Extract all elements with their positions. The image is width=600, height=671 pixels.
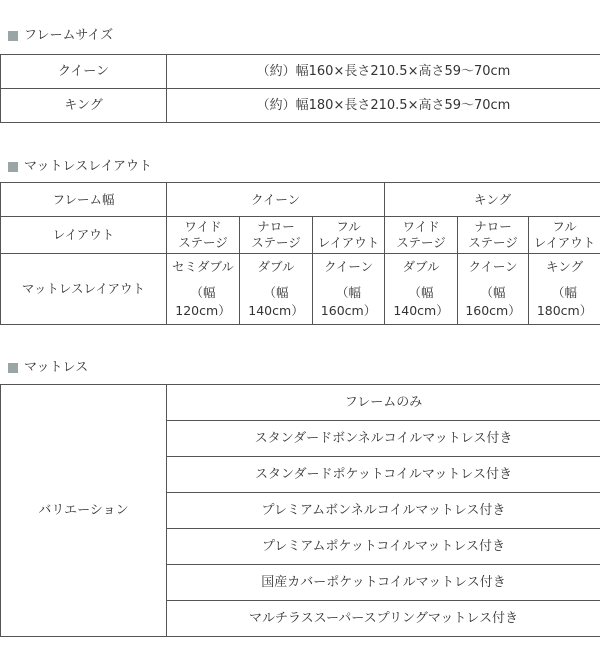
table-row <box>1 89 600 123</box>
variation-option: プレミアムボンネルコイルマットレス付き <box>167 493 600 529</box>
variation-option: フレームのみ <box>167 385 600 421</box>
frame-size-label-king: キング <box>1 89 167 123</box>
frame-size-label-queen: クイーン <box>1 55 167 89</box>
mattress-size-cell: クイーン （幅160cm） <box>458 254 529 325</box>
table-row <box>1 183 600 217</box>
frame-size-heading <box>8 28 113 44</box>
mattress-layout-row-label: マットレスレイアウト <box>1 254 167 325</box>
variation-option: マルチラススーパースプリングマットレス付き <box>167 601 600 637</box>
mattress-layout-table <box>0 182 600 325</box>
table-row <box>1 217 600 254</box>
mattress-size-cell: ダブル （幅140cm） <box>385 254 458 325</box>
layout-cell: ナロー ステージ <box>240 217 313 254</box>
king-header: キング <box>385 183 600 217</box>
square-bullet-icon <box>8 363 18 373</box>
layout-cell: ワイド ステージ <box>167 217 240 254</box>
mattress-layout-title: マットレスレイアウト <box>24 159 153 174</box>
mattress-size-cell: クイーン （幅160cm） <box>313 254 385 325</box>
mattress-heading <box>8 360 88 376</box>
variation-option: プレミアムポケットコイルマットレス付き <box>167 529 600 565</box>
layout-cell: フル レイアウト <box>313 217 385 254</box>
frame-size-table <box>0 54 600 123</box>
frame-size-value-king: （約）幅180×長さ210.5×高さ59〜70cm <box>167 89 600 123</box>
table-row <box>1 55 600 89</box>
variation-label: バリエーション <box>1 385 167 637</box>
frame-size-title: フレームサイズ <box>24 28 114 43</box>
table-row <box>1 385 600 421</box>
frame-width-label: フレーム幅 <box>1 183 167 217</box>
variation-option: 国産カバーポケットコイルマットレス付き <box>167 565 600 601</box>
variation-option: スタンダードボンネルコイルマットレス付き <box>167 421 600 457</box>
layout-cell: ワイド ステージ <box>385 217 458 254</box>
table-row <box>1 254 600 325</box>
layout-label: レイアウト <box>1 217 167 254</box>
square-bullet-icon <box>8 162 18 172</box>
mattress-size-cell: ダブル （幅140cm） <box>240 254 313 325</box>
mattress-title: マットレス <box>24 360 89 375</box>
layout-cell: フル レイアウト <box>529 217 600 254</box>
mattress-size-cell: キング （幅180cm） <box>529 254 600 325</box>
mattress-layout-heading <box>8 159 152 175</box>
mattress-variation-table <box>0 384 600 637</box>
square-bullet-icon <box>8 31 18 41</box>
queen-header: クイーン <box>167 183 385 217</box>
frame-size-value-queen: （約）幅160×長さ210.5×高さ59〜70cm <box>167 55 600 89</box>
mattress-size-cell: セミダブル （幅120cm） <box>167 254 240 325</box>
layout-cell: ナロー ステージ <box>458 217 529 254</box>
variation-option: スタンダードポケットコイルマットレス付き <box>167 457 600 493</box>
